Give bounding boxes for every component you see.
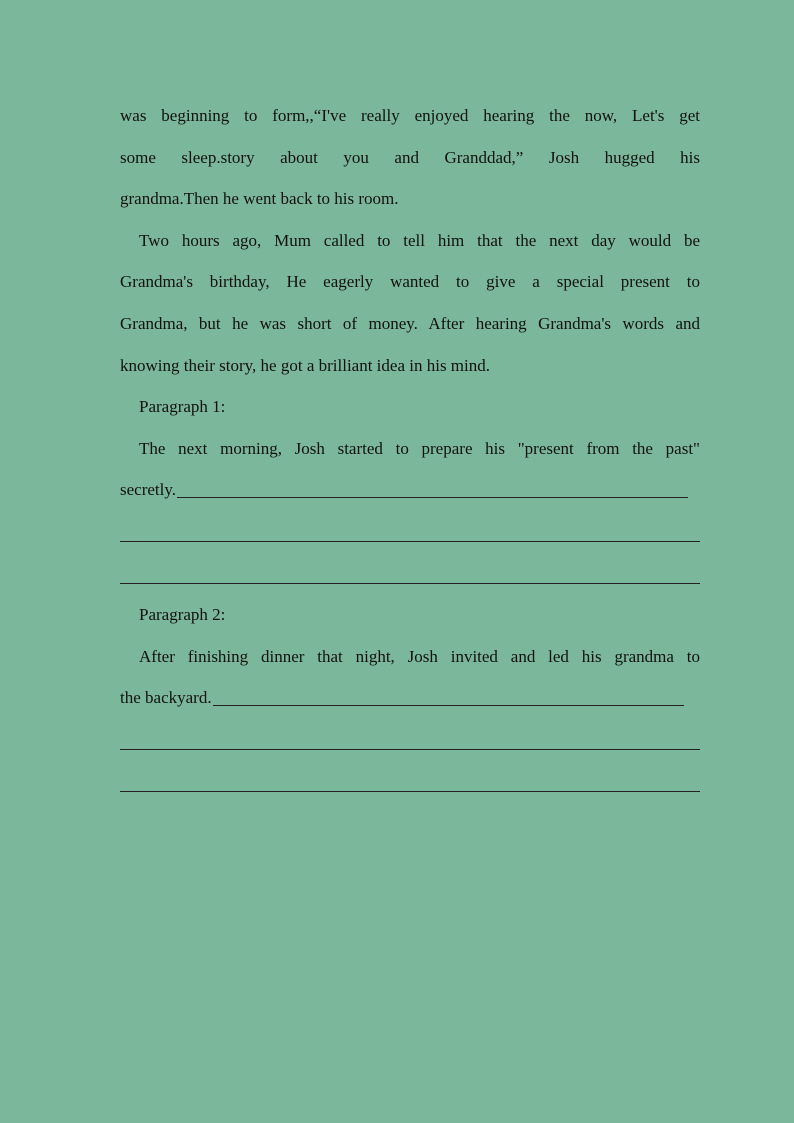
paragraph-1-prompt-text: secretly. [120, 480, 177, 500]
paragraph-1-prompt-end [120, 469, 700, 511]
answer-blank[interactable] [213, 685, 684, 706]
answer-line[interactable] [120, 553, 700, 595]
paragraph-2-prompt-end [120, 677, 700, 719]
answer-line[interactable] [120, 719, 700, 761]
paragraph-1-label: Paragraph 1: [139, 397, 226, 417]
paragraph-2-prompt: After finishing dinner that night, Josh invited and led his grandma to [139, 646, 700, 666]
passage-line: some sleep.story about you and Granddad,” Josh hugged his [120, 147, 700, 167]
paragraph-2-prompt-text: the backyard. [120, 688, 212, 708]
answer-line[interactable] [120, 761, 700, 803]
paragraph-1-prompt: The next morning, Josh started to prepare his "present from the past" [139, 438, 700, 458]
passage-line: knowing their story, he got a brilliant idea in his mind. [120, 355, 491, 375]
worksheet-page [120, 95, 700, 802]
passage-line: grandma.Then he went back to his room. [120, 189, 399, 209]
passage-line: Grandma's birthday, He eagerly wanted to give a special present to [120, 272, 700, 292]
passage-line: Two hours ago, Mum called to tell him that the next day would be [139, 230, 700, 250]
answer-blank[interactable] [177, 477, 688, 498]
answer-line[interactable] [120, 511, 700, 553]
paragraph-2-label: Paragraph 2: [139, 605, 226, 625]
passage-line: Grandma, but he was short of money. After hearing Grandma's words and [120, 313, 700, 333]
passage-line: was beginning to form,,“I've really enjoyed hearing the now, Let's get [120, 106, 700, 125]
